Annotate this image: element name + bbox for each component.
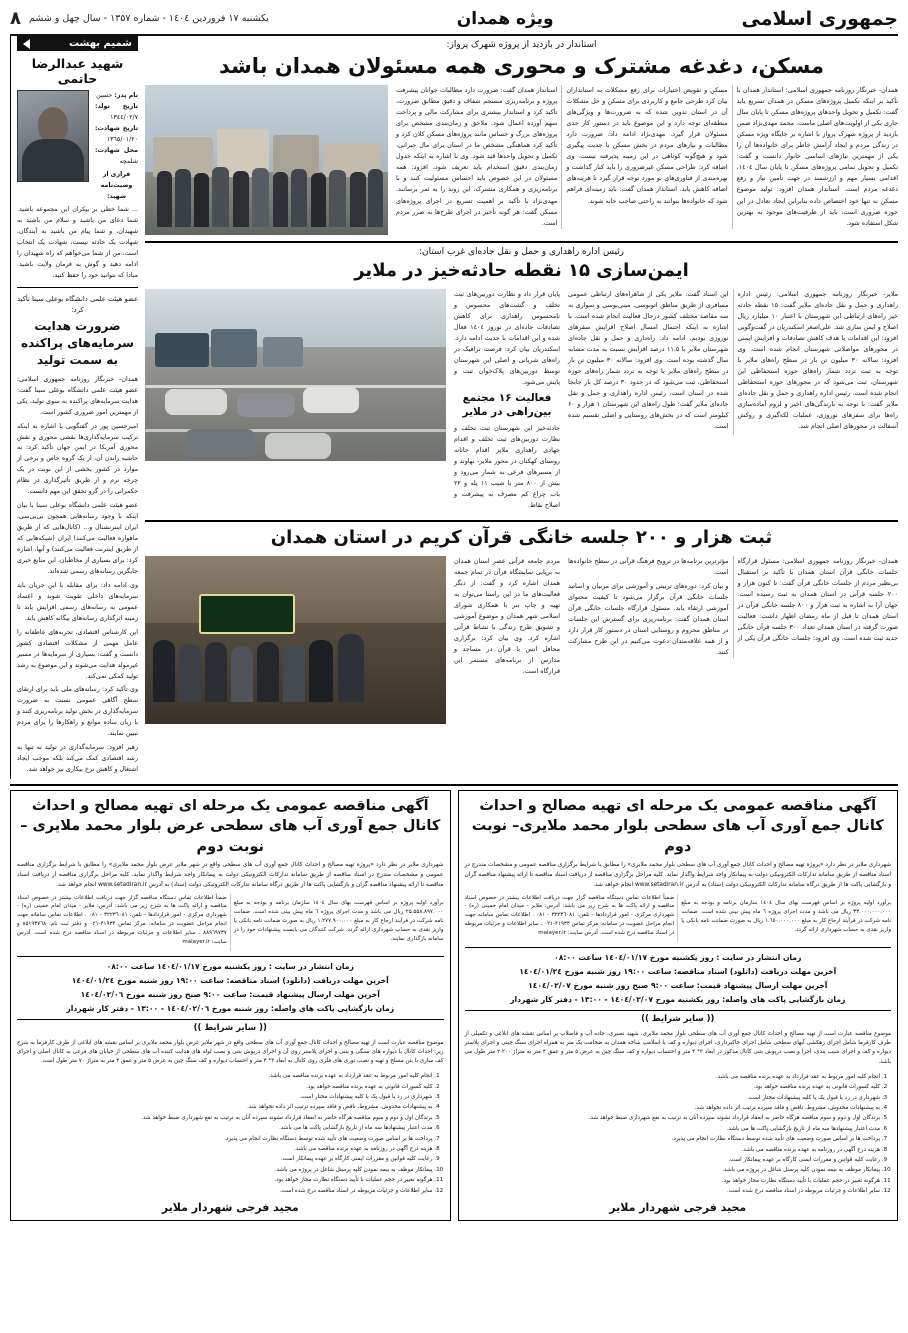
ad1-term: 2. کلیه کسورات قانونی به عهده برنده مناقصه خواهد بود. bbox=[17, 1083, 433, 1092]
paper-name: جمهوری اسلامی bbox=[741, 7, 898, 30]
ad1-lead: شهرداری ملایر در نظر دارد «پروژه تهیه مصالح و احداث کانال جمع آوری آب های سطحی واقع در شهر ملایر عرض بلوار محمد ملایری» را مطابق با شرایط برگزاری مناقصه عمومی و مشخصات مندرج در اسناد مناقصه از طریق سامانه تدارکات الکترونیکی دولت به پیمانکار واجد شرایط واگذار نماید. کلیه مراحل برگزاری مناقصه از دریافت اسناد مناقصه تا ارائه پیشنهاد مناقصه گران و بازگشایی پاکت ها از طریق درگاه سامانه تدارکات الکترونیکی دولت (ستاد) به آدرس www.setadiran.ir انجام خواهد شد. bbox=[17, 862, 444, 888]
ad1-dates bbox=[17, 956, 444, 1020]
issue-line: یکشنبه ۱۷ فروردین ۱٤۰٤ - شماره ۱۳۵۷ - سال چهل و ششم bbox=[29, 13, 269, 24]
sb-para-4: وی ادامه داد: برای مقابله با این جریان باید سرمایه‌های داخلی تقویت شوند و اعتماد عمومی به رسانه‌های رسمی افزایش یابد تا زمینه اثرگذاری رسانه‌های بیگانه کاهش یابد. bbox=[17, 581, 138, 622]
meta-label: محل شهادت: bbox=[95, 147, 138, 155]
ad1-date-submit: آخرین مهلت ارسال پیشنهاد قیمت: ساعت ۹:۰۰ صبح روز شنبه مورخ ۱٤۰٤/۰۲/۰٦ bbox=[80, 989, 380, 999]
meta-row-martyrdom bbox=[95, 123, 138, 145]
sb-para-3: عضو هیئت علمی دانشگاه بوعلی سینا با بیان اینکه با وجود رسانه‌هایی همچون بی‌بی‌سی، ایران اینترنشنال و... (کانال‌هایی که از طریق ماهواره فعالیت می‌کنند) ایران (شبکه‌هایی که از طریق اینترنت فعالیت می‌کنند) و آنها، اشاره کرد: برای بسیاری از مخاطبان، این منابع خبری جایگزین رسانه‌های رسمی شده‌اند. bbox=[17, 502, 138, 575]
main-column bbox=[145, 36, 898, 779]
meta-value: شلمچه bbox=[119, 158, 138, 166]
will-heading: فرازی از وصیت‌نامه شهید: bbox=[100, 171, 133, 201]
sb-para-2: امیرحسین پور در گفتگویی با اشاره به اینکه ترکیب سرمایه‌گذاری‌ها نقشی محوری و نقش محوری آمریکا در ایمن جهان تأکید کرد: به حاشیه راندن آن، از یک گروه خاص و برخی از موارد در کشور بخشی از این نوبت در یک چرخه نرم و از طریق تأثیرگذاری در نظام حکمرانی را در گرو تحقق این مهم دانست. bbox=[17, 422, 138, 496]
story3-para-2: و بیان کرد: دوره‌های تربیتی و آموزشی برای مربیان و اساتید جلسات خانگی قرآن برگزار می‌شود تا کیفیت محتوای آموزشی ارتقاء یابد. مسئول قرارگاه جلسات خانگی قرآن استان همدان گفت: برنامه‌ریزی برای گسترش این جلسات در مناطق محروم و روستایی استان در دستور کار قرار دارد و از همه علاقه‌مندان دعوت می‌کنیم در این طرح مشارکت کنند. bbox=[568, 581, 729, 656]
ad2-terms-lead: موضوع مناقصه عبارت است از تهیه مصالح و احداث کانال جمع آوری آب های سطحی بلوار محمد ملایری، شهید نصیری، جاده آب و فاضلاب بر اساس نقشه های ابلاغی و تکمیلی از طرف کارفرما شامل اجرای زهکشی آبهای سطحی شامل اجرای خاکبرداری، اجرای دیواره و کف با اسلامپ شاخه همدان به ضخامت یک متر به همراه اجرای سنگ چینی و اجرای پلاستر دیواره و کف و اجرای شیب بندی، اجرا و نصب درپوش بتنی کانال مذکور در ابعاد ۳* ۴ متر و احتساب دیواره و کف سنگ چین به عرض ۵ متر و عمق ۴ متر به متراژ ۲.۲۰۰ متر طول می باشد. bbox=[464, 1030, 892, 1065]
page-number: ۸ bbox=[10, 8, 22, 29]
meta-value: ۱۳٤٤/۰۲/۷ bbox=[110, 114, 138, 122]
martyr-will-text: ... شما خطی بر بیکران این مجموعه باشید. شما دعای من باشید و سلام من باشید به شهیدان، و شما پیام من باشید به آیندگان. شهادت یک حادثه نیست، شهادت یک انتخاب است. من از شما می‌خواهم که راه شهیدان را ادامه دهید و گوش به فرمان ولایت باشید. مبادا که نتوانید خود را حفظ کنید. bbox=[17, 206, 138, 279]
ad2-term: 7. پرداخت ها بر اساس صورت وضعیت های تأیید شده توسط دستگاه نظارت انجام می پذیرد. bbox=[465, 1135, 881, 1144]
ad2-date-download: آخرین مهلت دریافت (دانلود) اسناد مناقصه: ساعت ۱۹:۰۰ روز شنبه مورخ ۱٤۰٤/۰۱/۲٤ bbox=[519, 966, 837, 976]
story2-para-3: پایان قرار داد و نظارت دوربین‌های ثبت تخلف و گشت‌های محسوس و نامحسوس راهداری برای کاهش تصادفات جاده‌ای در نوروز ۱٤۰٤ فعال شده و این اقدامات با جدیت ادامه دارد. اسکندریان بیان کرد: فرصت ترافیک در راه‌های شریانی و اصلی این شهرستان توسط دوربین‌های پلاک‌خوان ثبت و پایش می‌شود. bbox=[454, 289, 560, 386]
sb-para-5: این کارشناس اقتصادی، تجربه‌های عاطفانه را عامل مهمی از مشکلات اقتصادی کشور دانست و گفت: بسیاری از سرمایه‌ها در مسیر غیرمولد هدایت می‌شوند و این موضوع به رشد تولید کمکی نمی‌کند. bbox=[17, 628, 138, 680]
ad1-body-col-2: ضمناً اطلاعات تماس دستگاه مناقصه گزار جهت دریافت اطلاعات بیشتر در خصوص اسناد مناقصه و ارائه پاکت ها به شرح زیر می باشد: آدرس: ملایر - میدان امام خمینی (ره) - شهرداری مرکزی - امور قراردادها - تلفن: ۳۲۲۳٦۰۸۱ - ۰۸۱ . اطلاعات تماس سامانه جهت انجام مراحل عضویت در سامانه: مرکز تماس ۴۱۹۳۴-۰۲۱ و دفتر ثبت نام: ۸۵۱۹۳٧٦٨ و ۸۸٩٦٩٧٣٧ . سایر اطلاعات و جزئیات مربوطه در اسناد مناقصه درج شده است. آدرس سایت: malayer.ir bbox=[17, 894, 227, 946]
sb-para-7: رهبر افزود: سرمایه‌گذاری در تولید نه تنها به رشد اقتصادی کمک می‌کند بلکه موجب ایجاد اشتغال و کاهش نرخ بیکاری نیز خواهد شد. bbox=[17, 744, 138, 774]
ad2-date-submit: آخرین مهلت ارسال پیشنهاد قیمت: ساعت ۹:۰۰ صبح روز شنبه مورخ ۱٤۰٤/۰۲/۰٧ bbox=[528, 980, 828, 990]
ad1-body bbox=[17, 894, 444, 951]
ad2-terms bbox=[465, 1030, 892, 1197]
ad1-term: 9. رعایت کلیه قوانین و مقررات ایمنی کارگاه بر عهده پیمانکار است. bbox=[17, 1155, 433, 1164]
lead-kicker: استاندار در بازدید از پروژه شهرک پرواز: bbox=[446, 40, 597, 50]
ad1-date-publish: زمان انتشار در سایت : روز یکشنبه مورخ ۱٤۰٤/۰۱/۱٧ ساعت ۰۸:۰۰ bbox=[106, 961, 354, 971]
ad1-term: 8. هزینه درج آگهی در روزنامه به عهده برنده مناقصه می باشد. bbox=[17, 1145, 433, 1154]
ad1-term: 3. شهرداری در رد یا قبول یک یا کلیه پیشنهادات مختار است. bbox=[17, 1093, 433, 1102]
story2-para-1: ملایر- خبرنگار روزنامه جمهوری اسلامی: رئیس اداره راهداری و حمل و نقل جاده‌ای ملایر گفت: ۱۵ نقطه حادثه خیز راه‌های ارتباطی این شهرستان با اعتبار ۱۰ میلیارد ریال اصلاح و ایمن سازی شد. علی‌اصغر اسکندریان در گفت‌وگویی افزود: این اقدامات با هدف کاهش تصادفات و افزایش ایمنی در محورهای مواصلاتی شهرستان انجام شده است. وی افزود: سالانه ۳۰ میلیون تن بار در سطح راه‌های ملایر با توجه به ثبت تردد شمار راه‌های حوزه استحفاظی این شهرستان، ثبت می‌شود که در محورهای حوزه استحفاظی انجام شده است. رئیس اداره راهداری و حمل و نقل جاده‌ای ملایر گفت: با توجه به بارندگی‌های اخیر و لزوم آماده‌سازی راه‌ها برای سفرهای نوروزی، عملیات لکه‌گیری و روکش آسفالت در محورهای اصلی انجام شد. bbox=[737, 289, 899, 430]
ad2-date-open: زمان بازگشایی پاکت های واصله: روز یکشنبه مورخ ۱٤۰٤/۰۲/۰٧ - ۱۳:۰۰ - دفتر کار شهردار bbox=[510, 995, 846, 1004]
ad1-term: 1. انجام کلیه امور مربوط به عقد قرارداد به عهده برنده مناقصه می باشد. bbox=[17, 1072, 433, 1081]
ad1-terms-title: (( سایر شرایط )) bbox=[193, 1022, 267, 1033]
meta-row-place bbox=[95, 145, 138, 167]
story3-body-mid bbox=[454, 556, 560, 677]
ad1-term: 7. پرداخت ها بر اساس صورت وضعیت های تأیید شده توسط دستگاه نظارت انجام می پذیرد. bbox=[17, 1135, 433, 1144]
sb-para-1: همدان- خبرنگار روزنامه جمهوری اسلامی: عضو هیئت علمی دانشگاه بوعلی سینا گفت: هدایت سرمایه‌های پراکنده به سوی تولید، یکی از مهمترین امور ضروری کشور است. bbox=[17, 375, 138, 416]
story-safety bbox=[145, 247, 898, 514]
issue-info bbox=[10, 8, 269, 29]
sidebar-banner bbox=[17, 36, 138, 51]
lead-body bbox=[396, 85, 898, 228]
ad2-date-publish: زمان انتشار در سایت : روز یکشنبه مورخ ۱٤۰٤/۰۱/۱٧ ساعت ۰۸:۰۰ bbox=[554, 952, 802, 962]
ad1-term: 10. پیمانکار موظف به بیمه نمودن کلیه پرسنل شاغل در پروژه می باشد. bbox=[17, 1166, 433, 1175]
sidebar-banner-label: شمیم بهشت bbox=[68, 38, 132, 49]
meta-row-birth bbox=[95, 101, 138, 123]
ad1-term: 4. به پیشنهادات مخدوش، مشروط، ناقص و فاقد سپرده ترتیب اثر داده نخواهد شد. bbox=[17, 1103, 433, 1112]
ad1-terms bbox=[17, 1039, 444, 1196]
story2-body-mid bbox=[454, 289, 560, 388]
story2-para-4: حادثه‌خیز این شهرستان ثبت تخلف و نظارت دوربین‌های ثبت تخلف و اقدام جهادی راهداری ملایر اقدام جانانه روستای کهکنان در محور ملایر- نهاوند و از مسیرهای فرعی به شمار می‌رود و بیش از ۸۰۰ متر با شیب ۱۱ پله و ۲۲ باب چراغ کم مصرف به پیشرفت و اصلاح نقاط. bbox=[454, 424, 560, 510]
ad2-term: 10. پیمانکار موظف به بیمه نمودن کلیه پرسنل شاغل در پروژه می باشد. bbox=[465, 1166, 881, 1175]
ad1-date-download: آخرین مهلت دریافت (دانلود) اسناد مناقصه: ساعت ۱۹:۰۰ روز شنبه مورخ ۱٤۰٤/۰۱/۲٤ bbox=[71, 975, 389, 985]
ad2-dates bbox=[465, 947, 892, 1011]
story2-kicker: رئیس اداره راهداری و حمل و نقل جاده‌ای غرب استان: bbox=[418, 247, 625, 258]
meta-row-father bbox=[95, 90, 138, 101]
meta-label: تاریخ شهادت: bbox=[95, 125, 138, 133]
lead-headline: مسکن، دغدغه مشترک و محوری همه مسئولان همدان باشد bbox=[219, 54, 824, 78]
meta-label: نام پدر: bbox=[114, 92, 138, 99]
story3-para-3: مردم جامعه قرآنی عصر استان همدان به برپایی نمایشگاه قرآن در تمام جمعه همدان اشاره کرد و گفت: از دیگر فعالیت‌های ما در این راستا می‌توان به تهیه و چاپ بنر با همکاری شورای اسلامی شهر همدان و موضوع آموزشی و تشویق طرح زندگی با نشاط قرآنی اشاره کرد. وی بیان کرد: برگزاری محافل انس با قرآن در مساجد و مدارس از برنامه‌های مستمر این قرارگاه است. bbox=[454, 556, 560, 675]
martyr-will-text-wrap bbox=[17, 205, 138, 282]
tender-ad-2 bbox=[458, 790, 899, 1221]
sb-para-6: وی تأکید کرد: رسانه‌های ملی باید برای ارتقای سطح آگاهی عمومی نسبت به ضرورت سرمایه‌گذاری در بخش تولید برنامه‌ریزی کنند و با زبان ساده موانع و راهکارها را برای مردم تبیین نمایند. bbox=[16, 686, 138, 738]
meta-value: حسین bbox=[96, 92, 113, 99]
sidebar-headline: ضرورت هدایت سرمایه‌های پراکنده به سمت تولید bbox=[21, 318, 134, 368]
ad2-term: 5. برندگان اول و دوم و سوم مناقصه هرگاه حاضر به انعقاد قرارداد نشوند سپرده آنان به ترتیب به نفع شهرداری ضبط خواهد شد. bbox=[465, 1114, 881, 1123]
ad1-term: 6. مدت اعتبار پیشنهادها سه ماه از تاریخ بازگشایی پاکت ها می باشد. bbox=[17, 1124, 433, 1133]
section-title: ویژه همدان bbox=[456, 8, 554, 29]
ad2-body bbox=[465, 894, 892, 942]
ad1-term: 11. هرگونه تغییر در حجم عملیات با تأیید دستگاه نظارت مجاز خواهد بود. bbox=[17, 1176, 433, 1185]
ad2-term: 4. به پیشنهادات مخدوش، مشروط، ناقص و فاقد سپرده ترتیب اثر داده نخواهد شد. bbox=[465, 1104, 881, 1113]
story2-body-mid2 bbox=[454, 423, 560, 511]
ad2-term: 1. انجام کلیه امور مربوط به عقد قرارداد به عهده برنده مناقصه می باشد. bbox=[465, 1073, 881, 1082]
ad2-title: آگهی مناقصه عمومی یک مرحله ای تهیه مصالح و احداث کانال جمع آوری آب های سطحی بلوار محمد ملایری– نوبت دوم bbox=[471, 798, 884, 855]
road-photo bbox=[145, 289, 446, 461]
meta-value: ۱۳٦٥/۰۱/۲۰ bbox=[106, 136, 138, 144]
tender-ad-1 bbox=[10, 790, 451, 1221]
story3-para-1: همدان- خبرنگار روزنامه جمهوری اسلامی: مسئول قرارگاه جلسات خانگی قرآن استان همدان با تأکید بر استقبال بی‌نظیر مردم از جلسات خانگی قرآن گفت: تا کنون هزار و ۲۰۰ جلسه قرآنی در استان همدان به ثبت رسیده است. جهان آرا به اشاره به ثبت هزار و ۸۰۰ جلسه خانگی قرآن در استان همدان تا قبل از ماه رمضان اظهار داشت: فعالیت صورت گرفته در استان همدان تعداد ۳۰۰ جلسه قرآن خانگی جدید ثبت شده است. وی افزود: جلسات خانگی قرآن یکی از مؤثرترین برنامه‌ها در ترویج فرهنگ قرآنی در سطح خانواده‌ها است. bbox=[568, 556, 898, 642]
lead-para-3: استاندار همدان گفت: ضرورت دارد مطالبات جوانان پیشرفت پروژه و برنامه‌ریزی منسجم شفاف و دقیق مطابق ضرورت، تأکید کرد و استاندار بیشتری برای مشارکت مالی و پرداخت سهم آورده اعمال شود. ملاحق و زمان‌بندی مشخص برای پروژه‌های بزرگ و حساس مانند پروژه‌های مسکن کلان کرد و تأکید کرد هماهنگی مشخص ما در استان برای مال جبرانی، تکمیل و تحویل واحدها قید شود. وی با اشاره به اینکه جدول زمان‌بندی دقیق استخدام باید تعریف شود، افزود: همه مسئولان در این خصوص باید احساس مسئولیت کنند و با برنامه‌ریزی و همکاری مشترک، این روند را به ثمر برسانند. مهدی‌نژاد با تأکید بر اهمیت تسریع در اجرای پروژه‌های مسکن گفت: هر گونه تأخیر در اجرای طرح‌ها به ضرر مردم است. bbox=[396, 86, 558, 227]
ad2-body-col-1: برآورد اولیه پروژه بر اساس فهرست بهای سال ۱٤۰٤ سازمان برنامه و بودجه به مبلغ ۳۳.۰۰۰.۰۰۰.۰۰۰ ریال می باشد و مدت اجرای پروژه ٦ ماه پیش بینی شده است. ضمانت نامه شرکت در فرآیند ارجاع کار به مبلغ ۱.٦٥۰.۰۰۰.۰۰۰ ریال به صورت ضمانت نامه بانکی یا واریز نقدی به حساب شهرداری ارائه گردد. bbox=[681, 900, 892, 933]
lead-para-1: همدان- خبرنگار روزنامه جمهوری اسلامی: استاندار همدان با تأکید بر اینکه تکمیل پروژه‌های مسکن در همدان تسریع یابد گفت: تکمیل و تحویل واحدهای پروژه‌های مسکن تا پایان سال جاری یکی از اولویت‌های اصلی ماست. محمد مهدی‌نژاد ضمن بازدید از پروژه شهرک پرواز با اشاره بر جایگاه ویژه مسکن در زندگی مردم و ایجاد آرامش خاطر برای خانواده‌ها آن را یکی از مهمترین نیازهای اساسی خانوار دانست و گفت: تکمیل و تحویل تمامی پروژه‌های مسکن تا پایان سال ۱٤۰٤، اقدامی بسیار مهم و ارزشمند در جهت تأمین نیاز و رفع دغدغه مردم است. استاندار همدان افزود: تولید موضوع مسکن نه تنها خود اختصاص داده بنابراین ایجاد تعادل در این حوزه ضروری است، باید از ظرفیت‌های موجود به بهترین شکل استفاده شود. bbox=[736, 86, 898, 227]
story2-para-2: این اسناد گفت: ملایر یکی از شاهراه‌های ارتباطی عمومی مسافری از طریق مناطق اتوبوسی، مینی‌بوسی و سواری به سه مقاصد مختلف کشور درحال فعالیت انجام شده است. با اشاره به اینکه احتمال امسال اصلاح افزایش سفرهای نوروزی بودیم، ادامه داد: راه‌داری و حمل و نقل جاده‌ای شهرستان ملایر با ۱۱.۵ درصد افزایش نسبت به مدت مشابه سال گذشته بوده است. وی افزود: سالانه ۳۰ میلیون تن بار در سطح راه‌های ملایر با توجه به تردد شمار راه‌های حوزه استحفاظی، ثبت می‌شود که در حدود ۳۰ درصد کل بار جابجا شده در استان است. رئیس اداره راهداری و حمل و نقل جاده‌ای ملایر گفت: طول راه‌های این شهرستان ۱ هزار و ۶۰ کیلومتر است که در بخش‌های روستایی و اصلی تقسیم شده است. bbox=[568, 289, 729, 430]
story3-body-right bbox=[568, 556, 898, 658]
ad2-term: 9. رعایت کلیه قوانین و مقررات ایمنی کارگاه بر عهده پیمانکار است. bbox=[465, 1156, 881, 1165]
martyr-meta bbox=[95, 90, 138, 202]
masthead bbox=[10, 6, 898, 36]
arrow-icon bbox=[23, 39, 30, 49]
ad2-term: 6. مدت اعتبار پیشنهادها سه ماه از تاریخ بازگشایی پاکت ها می باشد. bbox=[465, 1125, 881, 1134]
story-quran bbox=[145, 526, 898, 723]
ad2-term: 12. سایر اطلاعات و جزئیات مربوطه در اسناد مناقصه درج شده است. bbox=[465, 1187, 881, 1196]
lead-photo bbox=[145, 85, 388, 235]
meta-label: تاریخ تولد: bbox=[95, 103, 138, 111]
ad1-signature: مجید فرجی شهردار ملایر bbox=[161, 1201, 299, 1214]
ad2-terms-title: (( سایر شرایط )) bbox=[641, 1014, 715, 1025]
story2-subheadline: فعالیت ۱۶ مجتمع بین‌راهی در ملایر bbox=[462, 391, 552, 419]
ad2-term: 2. کلیه کسورات قانونی به عهده برنده مناقصه خواهد بود. bbox=[465, 1083, 881, 1092]
ad1-term: 5. برندگان اول و دوم و سوم مناقصه هرگاه حاضر به انعقاد قرارداد نشوند سپرده آنان به ترتیب به نفع شهرداری ضبط خواهد شد. bbox=[17, 1114, 433, 1123]
quran-photo bbox=[145, 556, 446, 724]
martyr-block bbox=[17, 90, 138, 202]
ad2-term: 11. هرگونه تغییر در حجم عملیات با تأیید دستگاه نظارت مجاز خواهد بود. bbox=[465, 1177, 881, 1186]
ad1-term: 12. سایر اطلاعات و جزئیات مربوطه در اسناد مناقصه درج شده است. bbox=[17, 1187, 433, 1196]
lead-story bbox=[145, 40, 898, 235]
ad1-body-col-1: برآورد اولیه پروژه بر اساس فهرست بهای سال ۱٤۰٤ سازمان برنامه و بودجه به مبلغ ۲۵.۵۵٨.۸۹۷.۰۰۰ ریال می باشد و مدت اجرای پروژه ٦ ماه پیش بینی شده است. ضمانت نامه شرکت در فرآیند ارجاع کار به مبلغ ۱.۲۷۷.۹۰۰.۰۰۰ ریال به صورت ضمانت نامه بانکی یا واریز نقدی به حساب شهرداری ارائه گردد. شرکت کنندگان می بایست پیشنهادات خود را در سامانه بارگذاری نمایند. bbox=[233, 900, 444, 942]
story2-body-right bbox=[568, 289, 898, 435]
ad2-term: 8. هزینه درج آگهی در روزنامه به عهده برنده مناقصه می باشد. bbox=[465, 1146, 881, 1155]
sidebar bbox=[10, 36, 138, 779]
ad1-terms-lead: موضوع مناقصه عبارت است از تهیه مصالح و احداث کانال جمع آوری آب های سطحی واقع در شهر ملایر عرض بلوار محمد ملایری بر اساس نقشه های ابلاغی از طرف کارفرما به شرح زیر: احداث کانال با دیواره های سنگی و بتنی و اجرای پلاستر روی آن و اجرای درپوش بتنی و نصب لوله های هدایت کننده آب های سطحی از خیابان های فرعی به کانال اصلی و اجرای کف سازی با بتن مسلح و تهیه و نصب توری های فلزی روی کانال به ابعاد ۳* ۴ متر و احتساب دیواره و کف سنگ چین به عرض ۵ متر و عمق ۴ متر به متراژ ۷۰ متر طول است. bbox=[17, 1039, 444, 1065]
story2-headline: ایمن‌سازی ۱۵ نقطه حادثه‌خیز در ملایر bbox=[354, 260, 689, 282]
ad2-lead: شهرداری ملایر در نظر دارد «پروژه تهیه مصالح و احداث کانال جمع آوری آب های سطحی بلوار محمد ملایری» را مطابق با شرایط برگزاری مناقصه عمومی و مشخصات مندرج در اسناد مناقصه از طریق سامانه تدارکات الکترونیکی دولت به پیمانکار واجد شرایط واگذار نماید. کلیه مراحل برگزاری مناقصه از دریافت اسناد مناقصه تا ارائه پیشنهاد مناقصه گران و بازگشایی پاکت ها از طریق درگاه سامانه تدارکات الکترونیکی دولت (ستاد) به آدرس www.setadiran.ir انجام خواهد شد. bbox=[464, 862, 891, 888]
ad1-title: آگهی مناقصه عمومی یک مرحله ای تهیه مصالح و احداث کانال جمع آوری آب های سطحی عرض بلوار محمد ملایری – نوبت دوم bbox=[20, 798, 441, 855]
sidebar-article-body bbox=[17, 375, 138, 776]
story3-headline: ثبت هزار و ۲۰۰ جلسه خانگی قرآن کریم در استان همدان bbox=[270, 527, 773, 549]
ad2-term: 3. شهرداری در رد یا قبول یک یا کلیه پیشنهادات مختار است. bbox=[465, 1094, 881, 1103]
sidebar-kicker: عضو هیئت علمی دانشگاه بوعلی سینا تأکید کرد: bbox=[17, 294, 138, 314]
ad2-body-col-2: ضمناً اطلاعات تماس دستگاه مناقصه گزار جهت دریافت اطلاعات بیشتر در خصوص اسناد مناقصه و ارائه پاکت ها به شرح زیر می باشد: آدرس: ملایر - میدان امام خمینی (ره) - شهرداری مرکزی - امور قراردادها - تلفن: ۳۲۲۳٦۰۸۱ - ۰۸۱ . اطلاعات تماس سامانه جهت انجام مراحل عضویت در سامانه: مرکز تماس ۴۱۹۳۴-۰۲۱ . سایر اطلاعات و جزئیات مربوطه در اسناد مناقصه درج شده است. آدرس سایت: malayer.ir bbox=[464, 894, 675, 937]
tender-ads bbox=[10, 784, 898, 1221]
martyr-name: شهید عبدالرضا حاتمی bbox=[31, 56, 124, 86]
content-area bbox=[10, 36, 898, 779]
martyr-portrait bbox=[17, 90, 89, 182]
ad1-date-open: زمان بازگشایی پاکت های واصله: روز شنبه مورخ ۱٤۰٤/۰۲/۰٦ - ۱۳:۰۰ - دفتر کار شهردار bbox=[66, 1003, 395, 1013]
ad2-signature: مجید فرجی شهردار ملایر bbox=[609, 1201, 747, 1215]
lead-para-2: مسکن و تقویض اختیارات برای رفع مشکلات به استانداران بیان کرد طرحی جامع و کاربردی برای مسکن و حل مشکلات آن در استان تدوین شده که به ضرورت‌ها و ویژگی‌های منطقه‌ای توجه دارد و این موضوع باید در دستور کار جدی مسئولان قرار گیرد. مهدی‌نژاد ادامه داد: ضرورت دارد مطالبات و نیازهای مردم در بخش مسکن با جدیت پیگیری شود و هیچ‌گونه کوتاهی در این زمینه پذیرفته نیست. وی اضافه کرد: طراحی مسکن غیرضروری را باید کنار گذاشت و بهره‌مندی از فناوری‌های نو مورد توجه قرار گیرد تا هزینه‌های اضافه کاهش یابد. استاندار همدان گفت: باید زمینه‌ای فراهم شود که خانواده‌ها بتوانند به راحتی صاحب خانه شوند. bbox=[566, 86, 728, 205]
